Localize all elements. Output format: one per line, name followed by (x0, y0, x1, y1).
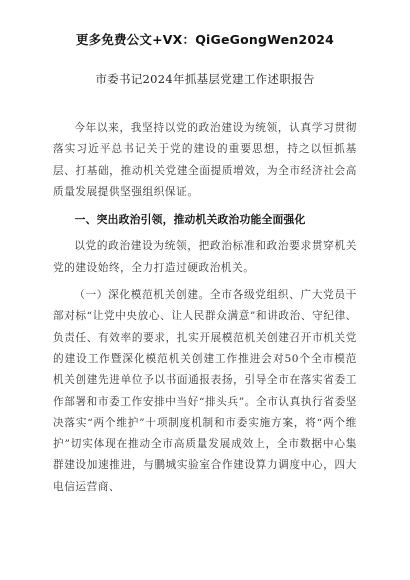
intro-paragraph: 今年以来，我坚持以党的政治建设为统领，认真学习贯彻落实习近平总书记关于党的建设的重要思想，持之以恒抓基层、打基础，推动机关党建全面提质增效，为全市经济社会高质量发展提供坚强组织保证。 (53, 122, 357, 198)
promo-banner: 更多免费公文+VX：QiGeGongWen2024 (75, 32, 335, 47)
section-heading: 一、突出政治引领，推动机关政治功能全面强化 (74, 213, 306, 227)
document-title: 市委书记2024年抓基层党建工作述职报告 (95, 72, 315, 86)
section-lead-paragraph: 以党的政治建设为统领，把政治标准和政治要求贯穿机关党的建设始终，全力打造过硬政治机关。 (53, 240, 357, 274)
item-paragraph: （一）深化模范机关创建。全市各级党组织、广大党员干部对标“让党中央放心、让人民群众满意”和讲政治、守纪律、负责任、有效率的要求，扎实开展模范机关创建召开市机关党的建设工作暨深化模范机关创建工作推进会对50个全市模范机关创建先进单位予以书面通报表扬，引导全市在落实省委工作部署和市委工作安排中当好“排头兵”。全市认真执行省委坚决落实“两个维护”十项制度机制和市委实施方案，将“两个维护”切实体现在推动全市高质量发展成效上，全市数据中心集群建设加速推进，与鹏城实验室合作建设算力调度中心，四大电信运营商、 (53, 289, 357, 493)
document-body (53, 118, 357, 498)
